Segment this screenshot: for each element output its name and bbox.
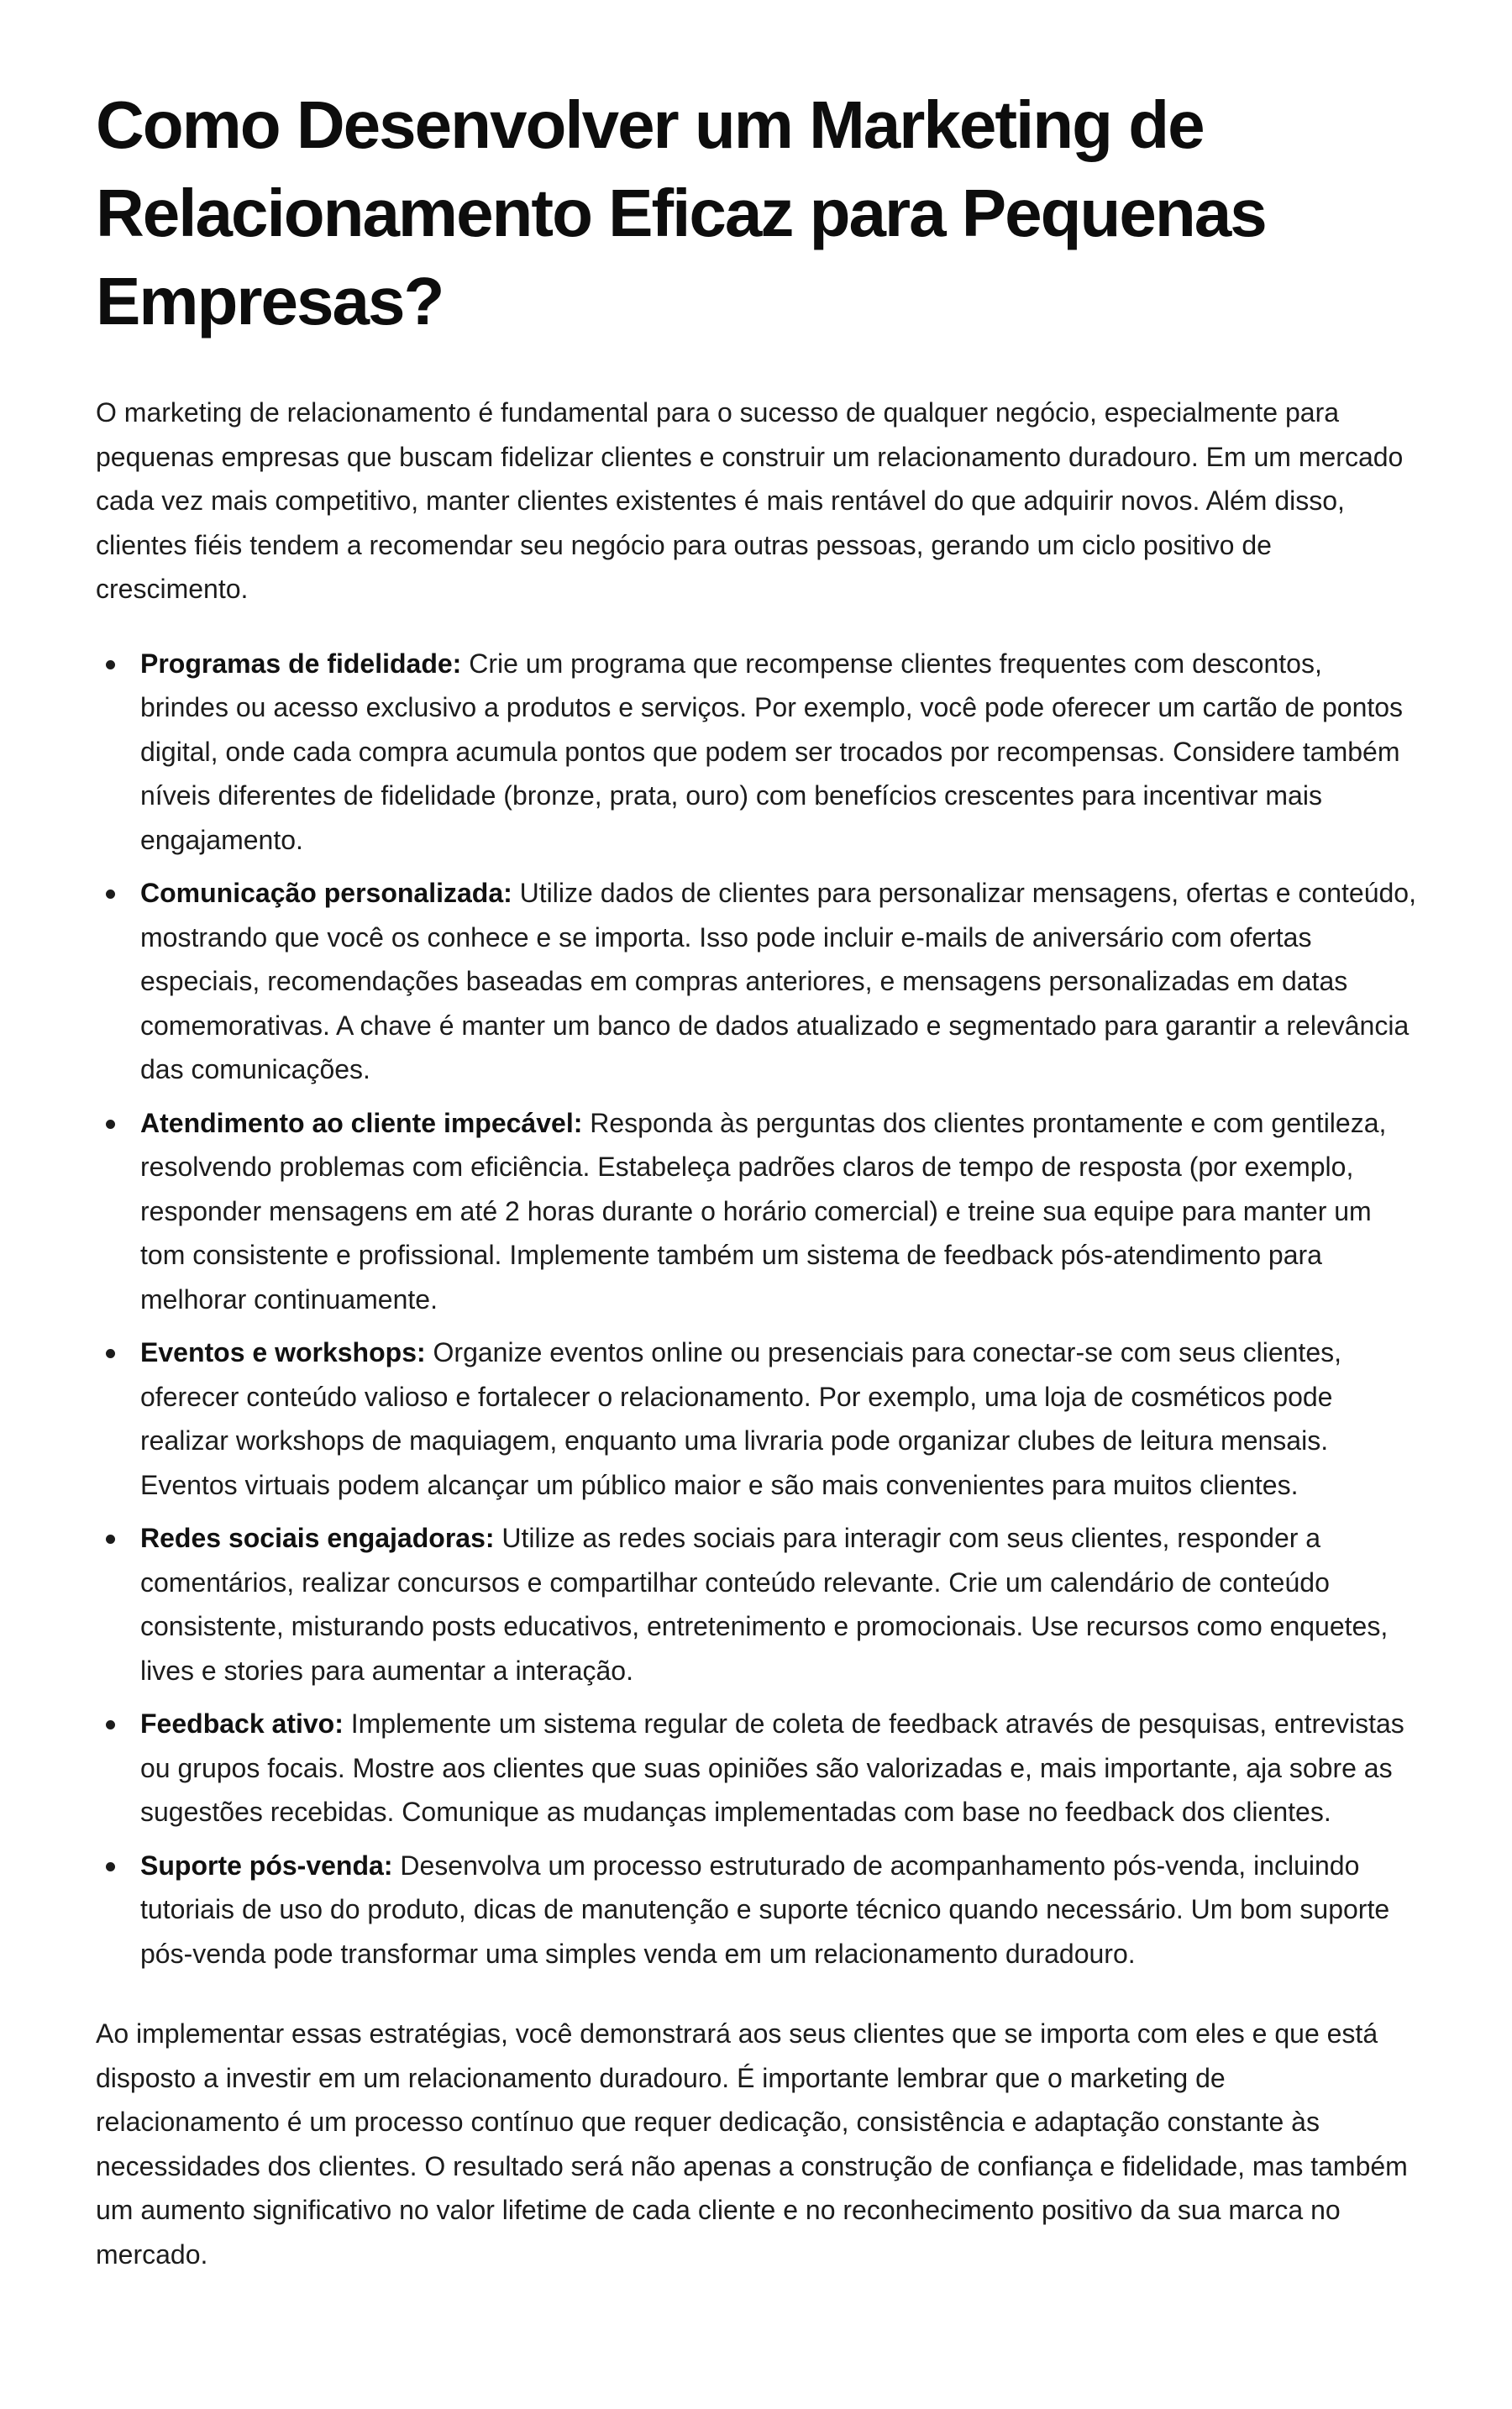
item-term: Atendimento ao cliente impecável: (140, 1107, 583, 1138)
item-text: Implemente um sistema regular de coleta de feedback através de pesquisas, entrevistas ou grupos focais. Mostre aos clientes que suas opiniões são valorizadas e, mais importante, aja sobre as sugestões recebidas. Comunique as mudanças implementadas com base no feedback dos clientes. (140, 1708, 1404, 1827)
list-item (96, 1101, 1416, 1322)
list-item (96, 1516, 1416, 1693)
bullet-icon (106, 1120, 115, 1129)
list-item (96, 642, 1416, 863)
item-term: Eventos e workshops: (140, 1337, 426, 1367)
item-term: Feedback ativo: (140, 1708, 344, 1739)
bullet-icon (106, 890, 115, 899)
item-text: Desenvolva um processo estruturado de acompanhamento pós-venda, incluindo tutoriais de uso do produto, dicas de manutenção e suporte técnico quando necessário. Um bom suporte pós-venda pode transformar uma simples venda em um relacionamento duradouro. (140, 1850, 1390, 1969)
bullet-icon (106, 1349, 115, 1358)
bullet-icon (106, 1720, 115, 1729)
item-text: Utilize as redes sociais para interagir com seus clientes, responder a comentários, realizar concursos e compartilhar conteúdo relevante. Crie um calendário de conteúdo consistente, misturando posts educativos, entretenimento e promocionais. Use recursos como enquetes, lives e stories para aumentar a interação. (140, 1523, 1389, 1686)
bullet-icon (106, 1535, 115, 1544)
strategy-list (96, 642, 1416, 1976)
intro-paragraph: O marketing de relacionamento é fundamental para o sucesso de qualquer negócio, especialmente para pequenas empresas que buscam fidelizar clientes e construir um relacionamento duradouro. Em um mercado cada vez mais competitivo, manter clientes existentes é mais rentável do que adquirir novos. Além disso, clientes fiéis tendem a recomendar seu negócio para outras pessoas, gerando um ciclo positivo de crescimento. (96, 397, 1404, 604)
item-text: Utilize dados de clientes para personalizar mensagens, ofertas e conteúdo, mostrando que você os conhece e se importa. Isso pode incluir e-mails de aniversário com ofertas especiais, recomendações baseadas em compras anteriores, e mensagens personalizadas em datas comemorativas. A chave é manter um banco de dados atualizado e segmentado para garantir a relevância das comunicações. (140, 878, 1416, 1084)
item-text: Responda às perguntas dos clientes prontamente e com gentileza, resolvendo problemas com eficiência. Estabeleça padrões claros de tempo de resposta (por exemplo, responder mensagens em até 2 horas durante o horário comercial) e treine sua equipe para manter um tom consistente e profissional. Implemente também um sistema de feedback pós-atendimento para melhorar continuamente. (140, 1107, 1387, 1315)
page-title: Como Desenvolver um Marketing de Relacionamento Eficaz para Pequenas Empresas? (96, 87, 1266, 339)
item-term: Programas de fidelidade: (140, 648, 462, 679)
bullet-icon (106, 1862, 115, 1871)
list-item (96, 871, 1416, 1092)
item-term: Redes sociais engajadoras: (140, 1523, 495, 1553)
item-text: Organize eventos online ou presenciais para conectar-se com seus clientes, oferecer conteúdo valioso e fortalecer o relacionamento. Por exemplo, uma loja de cosméticos pode realizar workshops de maquiagem, enquanto uma livraria pode organizar clubes de leitura mensais. Eventos virtuais podem alcançar um público maior e são mais convenientes para muitos clientes. (140, 1337, 1341, 1500)
list-item (96, 1330, 1416, 1507)
bullet-icon (106, 660, 115, 669)
list-item (96, 1702, 1416, 1834)
list-item (96, 1844, 1416, 1976)
item-term: Suporte pós-venda: (140, 1850, 393, 1881)
item-term: Comunicação personalizada: (140, 878, 512, 908)
conclusion-paragraph: Ao implementar essas estratégias, você demonstrará aos seus clientes que se importa com eles e que está disposto a investir em um relacionamento duradouro. É importante lembrar que o marketing de relacionamento é um processo contínuo que requer dedicação, consistência e adaptação constante às necessidades dos clientes. O resultado será não apenas a construção de confiança e fidelidade, mas também um aumento significativo no valor lifetime de cada cliente e no reconhecimento positivo da sua marca no mercado. (96, 2018, 1408, 2270)
item-text: Crie um programa que recompense clientes frequentes com descontos, brindes ou acesso exclusivo a produtos e serviços. Por exemplo, você pode oferecer um cartão de pontos digital, onde cada compra acumula pontos que podem ser trocados por recompensas. Considere também níveis diferentes de fidelidade (bronze, prata, ouro) com benefícios crescentes para incentivar mais engajamento. (140, 648, 1404, 855)
